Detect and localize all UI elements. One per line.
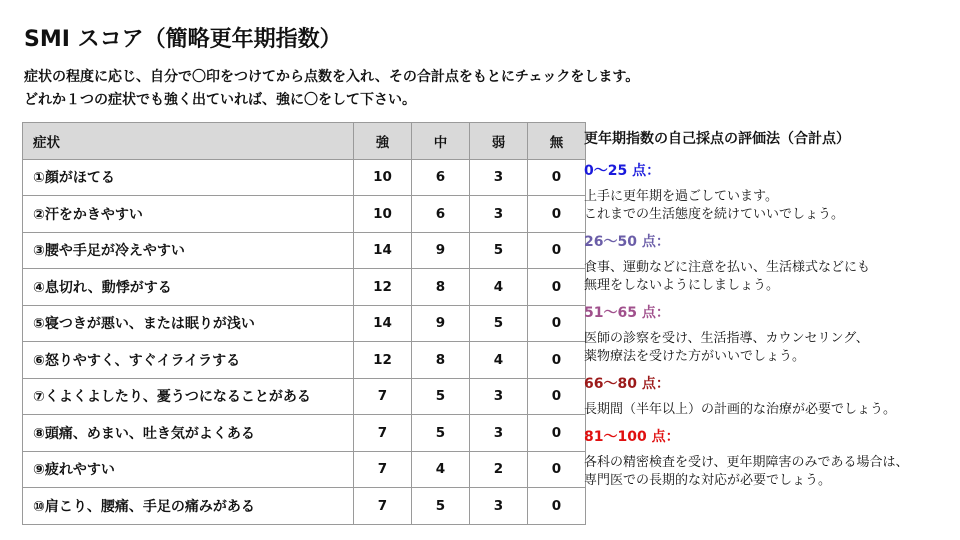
description-line: これまでの生活態度を続けていいでしょう。	[584, 207, 845, 222]
score-range-label: 51～65 点：	[584, 305, 670, 321]
none-score-cell: 0	[528, 305, 586, 342]
header-medium: 中	[412, 123, 470, 160]
table-header-row	[23, 123, 586, 160]
score-range-description	[584, 401, 944, 419]
symptom-cell: ⑤寝つきが悪い、または眠りが浅い	[23, 305, 354, 342]
header-weak: 弱	[470, 123, 528, 160]
table-row	[23, 415, 586, 452]
strong-score-cell: 10	[354, 196, 412, 233]
score-range-description	[584, 330, 944, 366]
symptom-cell: ②汗をかきやすい	[23, 196, 354, 233]
description-line: 各科の精密検査を受け、更年期障害のみである場合は、	[584, 455, 909, 470]
symptom-cell: ①顔がほてる	[23, 159, 354, 196]
symptom-cell: ⑩肩こり、腰痛、手足の痛みがある	[23, 488, 354, 525]
table-row	[23, 232, 586, 269]
medium-score-cell: 6	[412, 159, 470, 196]
table-row	[23, 342, 586, 379]
description-line: 無理をしないようにしましょう。	[584, 278, 780, 293]
strong-score-cell: 12	[354, 269, 412, 306]
none-score-cell: 0	[528, 451, 586, 488]
weak-score-cell: 5	[470, 232, 528, 269]
weak-score-cell: 3	[470, 488, 528, 525]
table-row	[23, 488, 586, 525]
evaluation-ranges	[584, 160, 944, 490]
strong-score-cell: 7	[354, 488, 412, 525]
symptom-cell: ⑨疲れやすい	[23, 451, 354, 488]
table-row	[23, 159, 586, 196]
evaluation-title: 更年期指数の自己採点の評価法（合計点）	[584, 131, 850, 147]
description-line: 食事、運動などに注意を払い、生活様式などにも	[584, 260, 871, 275]
weak-score-cell: 3	[470, 378, 528, 415]
description-line: 上手に更年期を過ごしています。	[584, 189, 778, 204]
none-score-cell: 0	[528, 232, 586, 269]
score-range-label: 81～100 点：	[584, 429, 680, 445]
strong-score-cell: 7	[354, 451, 412, 488]
none-score-cell: 0	[528, 196, 586, 233]
page-title: SMI スコア（簡略更年期指数）	[24, 27, 342, 52]
score-range-description	[584, 454, 944, 490]
weak-score-cell: 3	[470, 159, 528, 196]
description-line: 薬物療法を受けた方がいいでしょう。	[584, 349, 806, 364]
score-range-description	[584, 188, 944, 224]
strong-score-cell: 12	[354, 342, 412, 379]
description-line: 専門医での長期的な対応が必要でしょう。	[584, 473, 832, 488]
strong-score-cell: 7	[354, 415, 412, 452]
weak-score-cell: 3	[470, 196, 528, 233]
table-body	[23, 159, 586, 524]
none-score-cell: 0	[528, 159, 586, 196]
none-score-cell: 0	[528, 415, 586, 452]
medium-score-cell: 6	[412, 196, 470, 233]
weak-score-cell: 3	[470, 415, 528, 452]
instruction-line-2: どれか１つの症状でも強く出ていれば、強に〇をして下さい。	[24, 92, 416, 108]
table-row	[23, 305, 586, 342]
medium-score-cell: 9	[412, 305, 470, 342]
weak-score-cell: 4	[470, 269, 528, 306]
smi-score-table	[22, 122, 586, 525]
none-score-cell: 0	[528, 378, 586, 415]
symptom-cell: ④息切れ、動悸がする	[23, 269, 354, 306]
table-row	[23, 196, 586, 233]
none-score-cell: 0	[528, 269, 586, 306]
score-range-label: 26～50 点：	[584, 234, 670, 250]
weak-score-cell: 2	[470, 451, 528, 488]
score-range-label: 66～80 点：	[584, 376, 670, 392]
strong-score-cell: 14	[354, 232, 412, 269]
none-score-cell: 0	[528, 488, 586, 525]
symptom-cell: ③腰や手足が冷えやすい	[23, 232, 354, 269]
medium-score-cell: 5	[412, 415, 470, 452]
table-row	[23, 378, 586, 415]
score-range-description	[584, 259, 944, 295]
header-strong: 強	[354, 123, 412, 160]
strong-score-cell: 7	[354, 378, 412, 415]
none-score-cell: 0	[528, 342, 586, 379]
symptom-cell: ⑥怒りやすく、すぐイライラする	[23, 342, 354, 379]
description-line: 医師の診察を受け、生活指導、カウンセリング、	[584, 331, 869, 346]
strong-score-cell: 10	[354, 159, 412, 196]
symptom-cell: ⑧頭痛、めまい、吐き気がよくある	[23, 415, 354, 452]
description-line: 長期間（半年以上）の計画的な治療が必要でしょう。	[584, 402, 897, 417]
medium-score-cell: 8	[412, 342, 470, 379]
table-row	[23, 269, 586, 306]
table-row	[23, 451, 586, 488]
weak-score-cell: 5	[470, 305, 528, 342]
strong-score-cell: 14	[354, 305, 412, 342]
medium-score-cell: 4	[412, 451, 470, 488]
medium-score-cell: 8	[412, 269, 470, 306]
instruction-line-1: 症状の程度に応じ、自分で〇印をつけてから点数を入れ、その合計点をもとにチェックをします。	[24, 69, 640, 85]
medium-score-cell: 9	[412, 232, 470, 269]
evaluation-panel	[584, 128, 944, 497]
medium-score-cell: 5	[412, 488, 470, 525]
header-none: 無	[528, 123, 586, 160]
medium-score-cell: 5	[412, 378, 470, 415]
header-symptom: 症状	[23, 123, 354, 160]
score-range-label: 0～25 点：	[584, 163, 661, 179]
weak-score-cell: 4	[470, 342, 528, 379]
symptom-cell: ⑦くよくよしたり、憂うつになることがある	[23, 378, 354, 415]
